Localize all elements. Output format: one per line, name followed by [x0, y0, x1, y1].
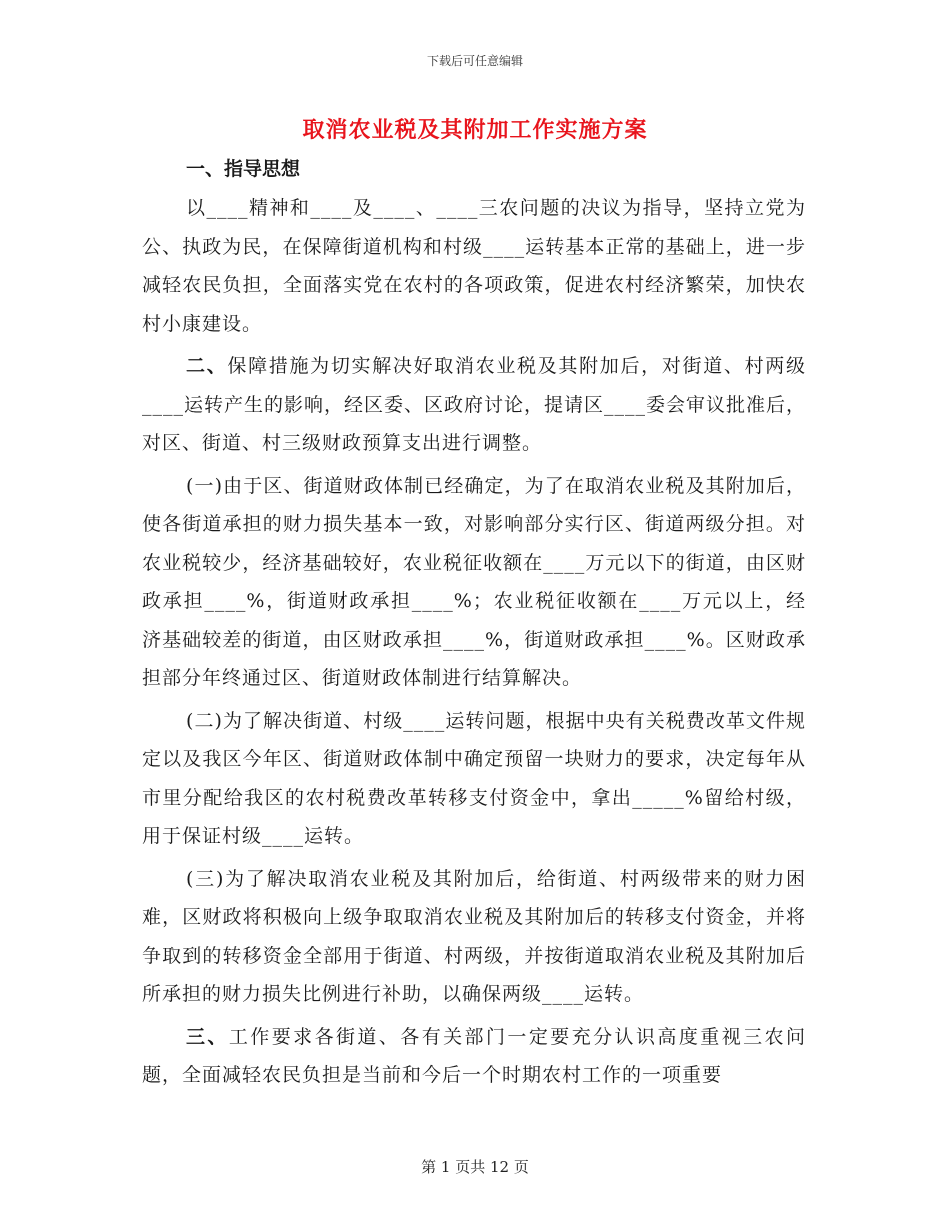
section-3-paragraph: [142, 1018, 806, 1095]
section-2-paragraph: [142, 347, 806, 463]
item-1-paragraph: (一)由于区、街道财政体制已经确定，为了在取消农业税及其附加后，使各街道承担的财力损失基本一致，对影响部分实行区、街道两级分担。对农业税较少，经济基础较好，农业税征收额在____万元以下的街道，由区财政承担____%，街道财政承担____%；农业税征收额在____万元以上，经济基础较差的街道，由区财政承担____%，街道财政承担____%。区财政承担部分年终通过区、街道财政体制进行结算解决。: [142, 474, 806, 689]
section-1-heading: 一、指导思想: [186, 158, 301, 180]
section-3-text: 工作要求各街道、各有关部门一定要充分认识高度重视三农问题，全面减轻农民负担是当前和今后一个时期农村工作的一项重要: [142, 1025, 806, 1086]
section-2-number: 二、: [186, 355, 228, 377]
document-title: 取消农业税及其附加工作实施方案: [302, 117, 648, 143]
header-note: 下载后可任意编辑: [426, 54, 523, 68]
document-body: [142, 150, 806, 1095]
section-1-paragraph: 以____精神和____及____、____三农问题的决议为指导，坚持立党为公、执政为民，在保障街道机构和村级____运转基本正常的基础上，进一步减轻农民负担，全面落实党在农村的各项政策，促进农村经济繁荣，加快农村小康建设。: [142, 197, 806, 335]
page-footer: 第 1 页共 12 页: [421, 1158, 529, 1176]
item-2-paragraph: (二)为了解决街道、村级____运转问题，根据中央有关税费改革文件规定以及我区今年区、街道财政体制中确定预留一块财力的要求，决定每年从市里分配给我区的农村税费改革转移支付资金中，拿出_____%留给村级，用于保证村级____运转。: [142, 709, 806, 847]
section-3-number: 三、: [186, 1025, 229, 1048]
item-3-paragraph: (三)为了解决取消农业税及其附加后，给街道、村两级带来的财力困难，区财政将积极向上级争取取消农业税及其附加后的转移支付资金，并将争取到的转移资金全部用于街道、村两级，并按街道取消农业税及其附加后所承担的财力损失比例进行补助，以确保两级____运转。: [142, 867, 806, 1005]
section-2-text: 保障措施为切实解决好取消农业税及其附加后，对街道、村两级____运转产生的影响，经区委、区政府讨论，提请区____委会审议批准后，对区、街道、村三级财政预算支出进行调整。: [142, 355, 807, 454]
